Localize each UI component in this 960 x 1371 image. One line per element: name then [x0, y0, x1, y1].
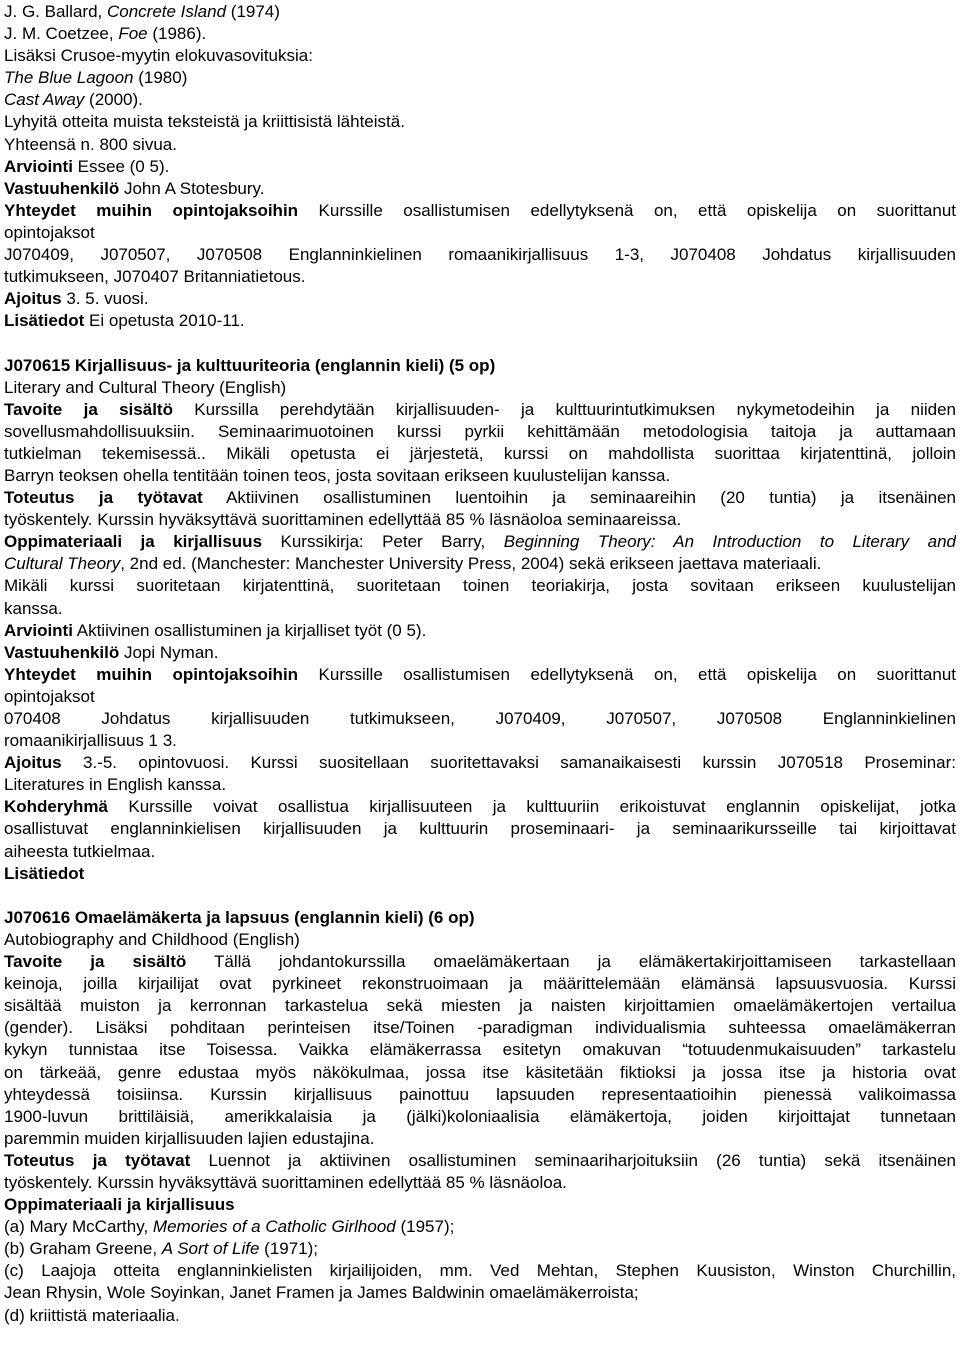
- goals-text: paremmin muiden kirjallisuuden lajien edustajina.: [4, 1128, 375, 1148]
- timing-field: Ajoitus 3. 5. vuosi.: [4, 289, 149, 309]
- goals-text: keinoja, joilla kirjailijat ovat pyrkineet rekonstruoimaan ja määrittelemään elämänsä lapsuusvuosia. Kurssi: [4, 974, 956, 994]
- materials-text: Cultural Theory, 2nd ed. (Manchester: Manchester University Press, 2004) sekä erikseen jaettava materiaali.: [4, 554, 822, 574]
- goals-field: Tavoite ja sisältö Tällä johdantokurssilla omaelämäkertaan ja elämäkertakirjoittamiseen tarkastellaan: [4, 952, 956, 972]
- target-group-text: osallistuvat englanninkielisen kirjallisuuden ja kulttuurin proseminaari- ja seminaarikursseille tai kirjoittavat: [4, 819, 956, 839]
- timing-field: Ajoitus 3.-5. opintovuosi. Kurssi suositellaan suoritettavaksi samanaikaisesti kurssin J070518 Proseminar:: [4, 753, 956, 773]
- prerequisites-text: J070409, J070507, J070508 Englanninkielinen romaanikirjallisuus 1-3, J070408 Johdatus kirjallisuuden: [4, 245, 956, 265]
- goals-field: Tavoite ja sisältö Kurssilla perehdytään kirjallisuuden- ja kulttuurintutkimuksen nykymetodeihin ja niiden: [4, 399, 956, 419]
- reading-list-item: J. G. Ballard, Concrete Island (1974): [4, 2, 280, 21]
- materials-text: kanssa.: [4, 598, 63, 618]
- reading-list-item: Lyhyitä otteita muista teksteistä ja kriittisistä lähteistä.: [4, 112, 405, 132]
- materials-item: (c) Laajoja otteita englanninkielisten kirjailijoiden, mm. Ved Mehtan, Stephen Kuusiston, Winston Churchillin,: [4, 1261, 956, 1281]
- implementation-field: Toteutus ja työtavat Aktiivinen osallistuminen luentoihin ja seminaareihin (20 tuntia) ja itsenäinen: [4, 488, 956, 508]
- prerequisites-text: 070408 Johdatus kirjallisuuden tutkimukseen, J070409, J070507, J070508 Englanninkielinen: [4, 709, 956, 728]
- implementation-field: Toteutus ja työtavat Luennot ja aktiivinen osallistuminen seminaariharjoituksiin (26 tuntia) sekä itsenäinen: [4, 1150, 956, 1170]
- additional-info-field: Lisätiedot: [4, 863, 85, 883]
- reading-list-item: Lisäksi Crusoe-myytin elokuvasovituksia:: [4, 46, 313, 66]
- prerequisites-field: Yhteydet muihin opintojaksoihin Kurssille osallistumisen edellytyksenä on, että opiskelija on suorittanut: [4, 664, 956, 684]
- course-title: J070616 Omaelämäkerta ja lapsuus (englannin kieli) (6 op): [4, 907, 475, 927]
- goals-text: Barryn teoksen ohella tentitään toinen teos, josta sovitaan erikseen kuulustelijan kanssa.: [4, 465, 671, 485]
- section-gap: [4, 885, 956, 907]
- materials-item: (b) Graham Greene, A Sort of Life (1971);: [4, 1239, 319, 1259]
- section-gap: [4, 332, 956, 354]
- materials-text: Mikäli kurssi suoritetaan kirjatenttinä, suoritetaan toinen teoriakirja, josta sovitaan erikseen kuulustelijan: [4, 576, 956, 596]
- goals-text: (gender). Lisäksi pohditaan perinteisen itse/Toinen -paradigman individualismia suhteessa omaelämäkerran: [4, 1018, 956, 1038]
- target-group-field: Kohderyhmä Kurssille voivat osallistua kirjallisuuteen ja kulttuuriin erikoistuvat englannin opiskelijat, jotka: [4, 797, 956, 817]
- responsible-person-field: Vastuuhenkilö John A Stotesbury.: [4, 178, 265, 198]
- materials-item: (a) Mary McCarthy, Memories of a Catholic Girlhood (1957);: [4, 1217, 455, 1237]
- materials-field: Oppimateriaali ja kirjallisuus: [4, 1195, 235, 1215]
- reading-list-item: J. M. Coetzee, Foe (1986).: [4, 24, 207, 44]
- timing-text: Literatures in English kanssa.: [4, 775, 227, 795]
- course-subtitle: Autobiography and Childhood (English): [4, 929, 300, 949]
- reading-list: [4, 1, 956, 156]
- goals-text: sovellusmahdollisuuksiin. Seminaarimuotoinen kurssi pyrkii kehittämään metodologisia taitoja ja auttamaan: [4, 421, 956, 441]
- goals-text: 1900-luvun brittiläisiä, amerikkalaisia ja (jälki)koloniaalisia elämäkertoja, joiden kirjoittajat tunnetaan: [4, 1106, 956, 1126]
- reading-list-item: The Blue Lagoon (1980): [4, 68, 188, 88]
- course-subtitle: Literary and Cultural Theory (English): [4, 377, 287, 397]
- implementation-text: työskentely. Kurssin hyväksyttävä suorittaminen edellyttää 85 % läsnäoloa.: [4, 1172, 567, 1192]
- goals-text: kykyn tunnistaa itse Toisessa. Vaikka elämäkerrassa esitetyn omakuvan “totuudenmukaisuuden” tarkastelu: [4, 1040, 956, 1060]
- assessment-field: Arviointi Aktiivinen osallistuminen ja kirjalliset työt (0 5).: [4, 620, 427, 640]
- prerequisites-field: Yhteydet muihin opintojaksoihin Kurssille osallistumisen edellytyksenä on, että opiskelija on suorittanut: [4, 200, 956, 220]
- implementation-text: työskentely. Kurssin hyväksyttävä suorittaminen edellyttää 85 % läsnäoloa seminaareissa.: [4, 510, 682, 530]
- prerequisites-text: romaanikirjallisuus 1 3.: [4, 731, 177, 751]
- prerequisites-text: opintojaksot: [4, 686, 95, 706]
- reading-list-item: Yhteensä n. 800 sivua.: [4, 134, 177, 154]
- goals-text: tutkielman tekemisessä.. Mikäli opetusta ei järjestetä, kurssi on mahdollista suorittaa kirjatenttinä, jolloin: [4, 443, 956, 463]
- goals-text: sisältää muiston ja kerronnan tarkastelua sekä miesten ja naisten kirjoittamien omaelämäkertojen vertailua: [4, 996, 956, 1016]
- assessment-field: Arviointi Essee (0 5).: [4, 156, 170, 176]
- target-group-text: aiheesta tutkielmaa.: [4, 841, 156, 861]
- prerequisites-text: opintojaksot: [4, 222, 95, 242]
- materials-item: (d) kriittistä materiaalia.: [4, 1305, 180, 1325]
- reading-list-item: Cast Away (2000).: [4, 90, 143, 110]
- course-title: J070615 Kirjallisuus- ja kulttuuriteoria (englannin kieli) (5 op): [4, 355, 496, 375]
- materials-field: Oppimateriaali ja kirjallisuus Kurssikirja: Peter Barry, Beginning Theory: An Introduction to Literary and: [4, 532, 956, 552]
- goals-text: yhteydessä toisiinsa. Kurssin kirjallisuus painottuu lapsuuden representaatioihin pienessä valikoimassa: [4, 1084, 956, 1104]
- goals-text: on tärkeää, genre edustaa myös näkökulmaa, jossa itse käsitetään fiktioksi ja jossa itse ja historia ovat: [4, 1062, 956, 1082]
- materials-item: Jean Rhysin, Wole Soyinkan, Janet Framen ja James Baldwinin omaelämäkerroista;: [4, 1283, 639, 1303]
- additional-info-field: Lisätiedot Ei opetusta 2010-11.: [4, 311, 245, 331]
- responsible-person-field: Vastuuhenkilö Jopi Nyman.: [4, 642, 219, 662]
- prerequisites-text: tutkimukseen, J070407 Britanniatietous.: [4, 267, 306, 287]
